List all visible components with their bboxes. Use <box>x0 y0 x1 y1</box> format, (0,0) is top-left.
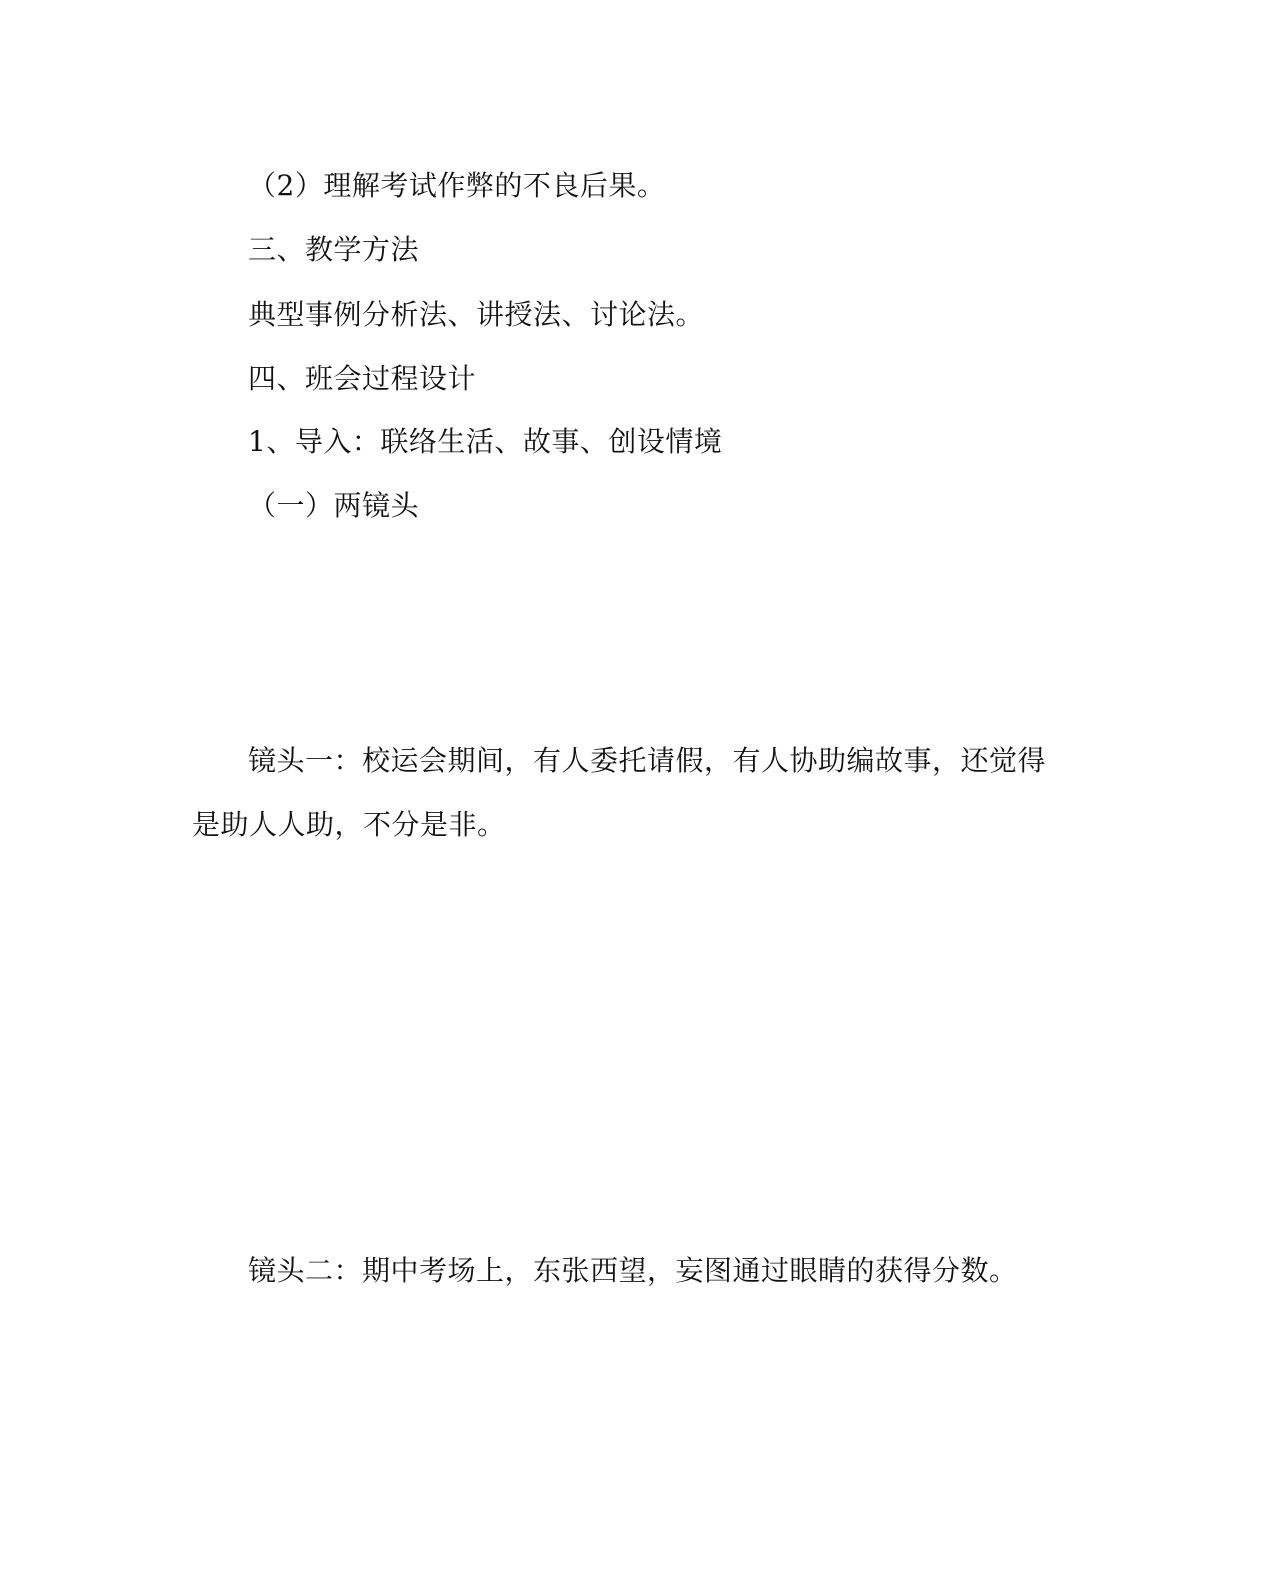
subsection-heading-introduction: 1、导入：联络生活、故事、创设情境 <box>248 425 723 458</box>
objective-item-2: （2）理解考试作弊的不良后果。 <box>248 169 666 202</box>
scene-two-paragraph: 镜头二：期中考场上，东张西望，妄图通过眼睛的获得分数。 <box>248 1254 1018 1287</box>
subsection-heading-two-scenes: （一）两镜头 <box>248 489 420 522</box>
scene-one-paragraph-line-2: 是助人人助，不分是非。 <box>192 808 506 841</box>
section-heading-teaching-methods: 三、教学方法 <box>248 233 420 266</box>
teaching-methods-text: 典型事例分析法、讲授法、讨论法。 <box>248 298 705 331</box>
section-heading-process-design: 四、班会过程设计 <box>248 362 477 395</box>
scene-one-paragraph-line-1: 镜头一：校运会期间，有人委托请假，有人协助编故事，还觉得 <box>248 744 1047 777</box>
